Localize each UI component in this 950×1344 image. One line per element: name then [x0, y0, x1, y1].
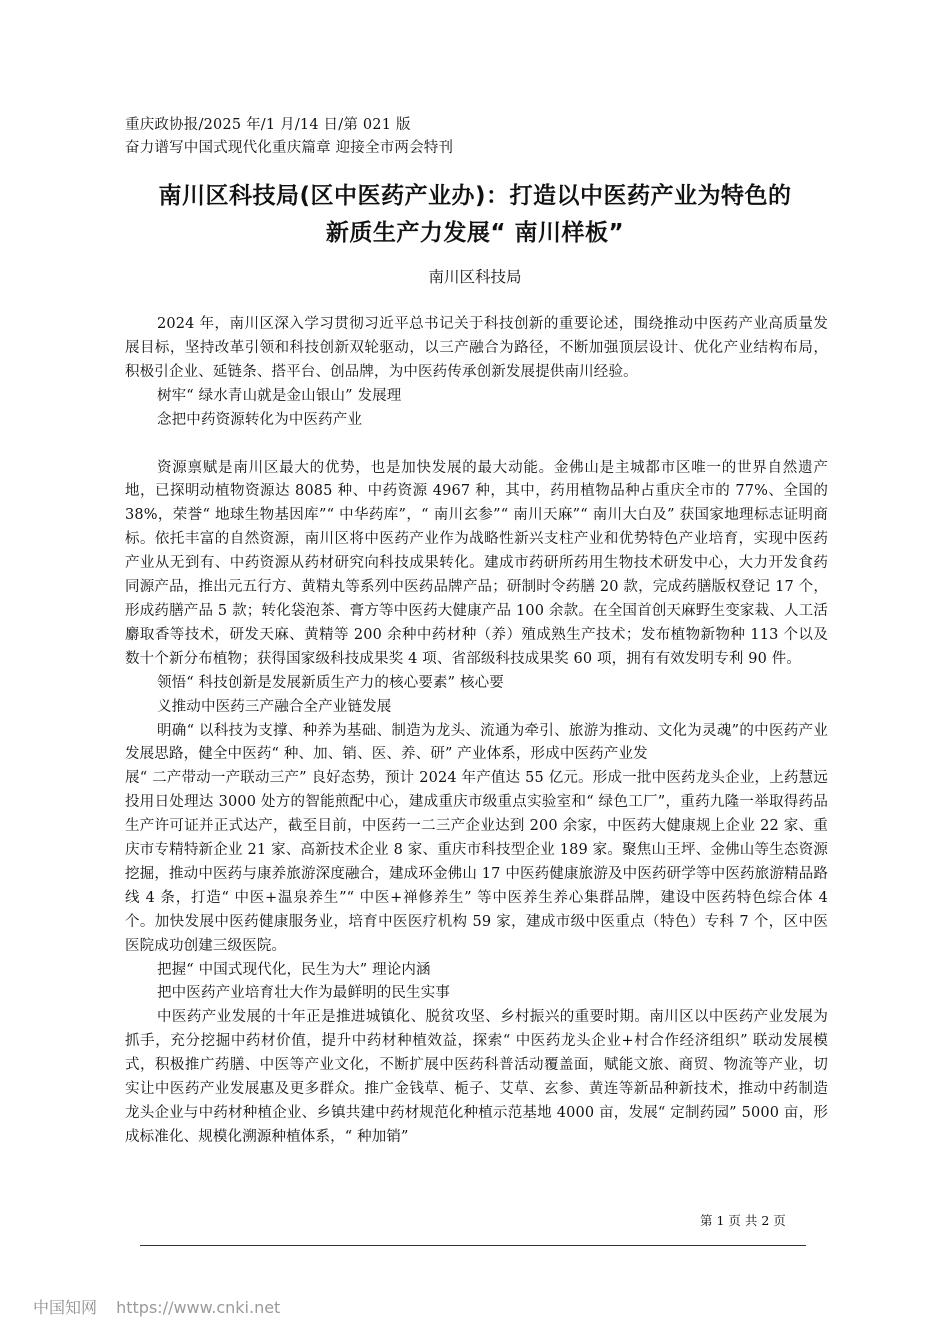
title-line-1: 南川区科技局(区中医药产业办)：打造以中医药产业为特色的: [158, 183, 792, 209]
section-heading-2b: 义推动中医药三产融合全产业链发展: [157, 698, 392, 715]
section-heading-3b: 把中医药产业培育壮大作为最鲜明的民生实事: [157, 985, 450, 1002]
section-heading-3a: 把握“ 中国式现代化，民生为大” 理论内涵: [157, 961, 431, 978]
paragraph-strategy-part2: 展“ 二产带动一产联动三产” 良好态势，预计 2024 年产值达 55 亿元。形成一批中医药龙头企业，上药慧远投用日处理达 3000 处方的智能煎配中心，建成重庆市级重点实验室和“ 绿色工厂”，重药九隆一举取得药品生产许可证并正式达产，截至目前，中医药一二三产企业达到 200 余家，中医药大健康规上企业 22 家、重庆市专精特新企业 21 家、高新技术企业 8 家、重庆市科技型企业 189 家。聚焦山王坪、金佛山等生态资源挖掘，推动中医药与康养旅游深度融合，建成环金佛山 17 中医药健康旅游及中医药研学等中医药旅游精品路线 4 条，打造“ 中医+温泉养生”“ 中医+禅修养生” 等中医养生养心集群品牌，建设中医药特色综合体 4 个。加快发展中医药健康服务业，培育中医医疗机构 59 家，建成市级中医重点（特色）专科 7 个，区中医医院成功创建三级医院。: [125, 770, 828, 954]
source-line: 重庆政协报/2025 年/1 月/14 日/第 021 版: [125, 117, 411, 133]
cnki-logo: 中国知网: [33, 1298, 98, 1317]
paragraph-resources: 资源禀赋是南川区最大的优势，也是加快发展的最大动能。金佛山是主城都市区唯一的世界自然遗产地，已探明动植物资源达 8085 种、中药资源 4967 种，其中，药用植物品种占重庆全市的 77%、全国的 38%，荣誉“ 地球生物基因库”“ 中华药库”，“ 南川玄参”“ 南川天麻”“ 南川大白及” 获国家地理标志证明商标。依托丰富的自然资源，南川区将中医药产业作为战略性新兴支柱产业和优势特色产业培育，实现中医药产业从无到有、中药资源从药材研究向科技成果转化。建成市药研所药用生物技术研发中心，大力开发食药同源产品，推出元五行方、黄精丸等系列中医药品牌产品；研制时令药膳 20 款，完成药膳版权登记 17 个，形成药膳产品 5 款；转化袋泡茶、膏方等中医药大健康产品 100 余款。在全国首创天麻野生变家栽、人工活麝取香等技术，研发天麻、黄精等 200 余种中药材种（养）殖成熟生产技术；发布植物新物种 113 个以及数十个新分布植物；获得国家级科技成果奖 4 项、省部级科技成果奖 60 项，拥有有效发明专利 90 件。: [125, 459, 828, 667]
article-author: 南川区科技局: [428, 268, 522, 286]
title-line-2: 新质生产力发展“ 南川样板”: [325, 220, 625, 246]
page-number: 第 1 页 共 2 页: [700, 1213, 786, 1228]
spacer: [125, 433, 828, 457]
section-heading-1a: 树牢“ 绿水青山就是金山银山” 发展理: [157, 387, 402, 404]
article-body: [125, 313, 828, 1150]
column-line: 奋力谱写中国式现代化重庆篇章 迎接全市两会特刊: [125, 140, 454, 156]
section-heading-2a: 领悟“ 科技创新是发展新质生产力的核心要素” 核心要: [157, 674, 504, 691]
article-title: [100, 178, 850, 252]
footer: [33, 1295, 280, 1318]
cnki-url-link[interactable]: https://www.cnki.net: [116, 1298, 281, 1317]
paragraph-strategy-part1: 明确“ 以科技为支撑、种养为基础、制造为龙头、流通为牵引、旅游为推动、文化为灵魂”的中医药产业发展思路，健全中医药“ 种、加、销、医、养、研” 产业体系，形成中医药产业发: [125, 722, 828, 763]
section-heading-1b: 念把中药资源转化为中医药产业: [157, 411, 363, 428]
paragraph-intro: 2024 年，南川区深入学习贯彻习近平总书记关于科技创新的重要论述，围绕推动中医药产业高质量发展目标，坚持改革引领和科技创新双轮驱动，以三产融合为路径，不断加强顶层设计、优化产业结构布局，积极引企业、延链条、搭平台、创品牌，为中医药传承创新发展提供南川经验。: [125, 316, 828, 380]
paragraph-livelihood: 中医药产业发展的十年正是推进城镇化、脱贫攻坚、乡村振兴的重要时期。南川区以中医药产业发展为抓手，充分挖掘中药材价值，提升中药材种植效益，探索“ 中医药龙头企业+村合作经济组织” 联动发展模式，积极推广药膳、中医等产业文化，不断扩展中医药科普活动覆盖面，赋能文旅、商贸、物流等产业，切实让中医药产业发展惠及更多群众。推广金钱草、栀子、艾草、玄参、黄连等新品种新技术，推动中药制造龙头企业与中药材种植企业、乡镇共建中药材规范化种植示范基地 4000 亩，发展“ 定制药园” 5000 亩，形成标准化、规模化溯源种植体系，“ 种加销”: [125, 1009, 828, 1145]
footer-divider: [140, 1245, 806, 1246]
